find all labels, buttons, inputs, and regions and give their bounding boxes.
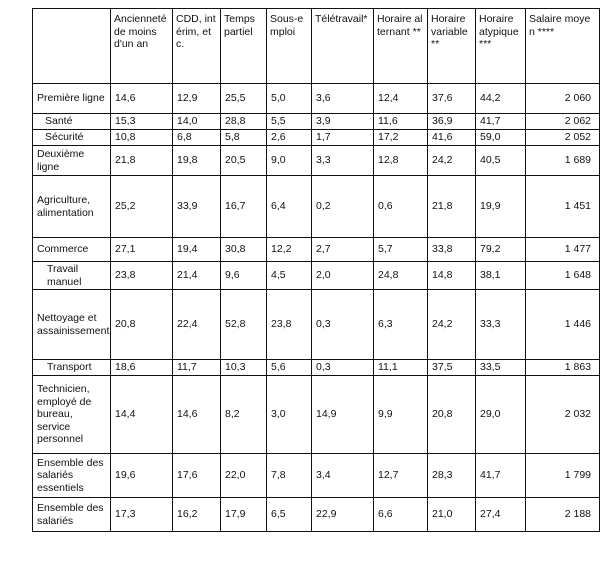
header-average-salary: Salaire moyen **** <box>526 9 600 84</box>
row-label: Travail manuel <box>33 262 111 290</box>
table-cell: 79,2 <box>476 238 526 262</box>
table-row <box>33 130 600 146</box>
table-cell: 2 062 <box>526 114 600 130</box>
header-telework: Télétravail* <box>312 9 374 84</box>
header-seniority: Ancienneté de moins d'un an <box>111 9 173 84</box>
table-cell: 27,4 <box>476 498 526 532</box>
table-cell: 29,0 <box>476 376 526 454</box>
table-cell: 2 052 <box>526 130 600 146</box>
table-cell: 14,4 <box>111 376 173 454</box>
table-cell: 22,4 <box>173 290 221 360</box>
table-cell: 5,0 <box>267 84 312 114</box>
header-row <box>33 9 600 84</box>
salaried-workers-table <box>32 8 600 532</box>
table-cell: 17,3 <box>111 498 173 532</box>
table-cell: 18,6 <box>111 360 173 376</box>
table-cell: 21,0 <box>428 498 476 532</box>
table-cell: 17,2 <box>374 130 428 146</box>
table-cell: 20,8 <box>111 290 173 360</box>
table-cell: 33,3 <box>476 290 526 360</box>
table-cell: 21,4 <box>173 262 221 290</box>
table-cell: 44,2 <box>476 84 526 114</box>
table-cell: 20,5 <box>221 146 267 176</box>
table-cell: 12,4 <box>374 84 428 114</box>
table-cell: 36,9 <box>428 114 476 130</box>
table-cell: 6,8 <box>173 130 221 146</box>
row-label: Nettoyage et assainissement <box>33 290 111 360</box>
table-cell: 5,6 <box>267 360 312 376</box>
row-label: Ensemble des salariés essentiels <box>33 454 111 498</box>
table-cell: 0,6 <box>374 176 428 238</box>
table-cell: 25,2 <box>111 176 173 238</box>
table-cell: 6,4 <box>267 176 312 238</box>
table-cell: 33,9 <box>173 176 221 238</box>
table-cell: 25,5 <box>221 84 267 114</box>
table-cell: 40,5 <box>476 146 526 176</box>
table-cell: 0,3 <box>312 290 374 360</box>
table-cell: 24,2 <box>428 146 476 176</box>
table-cell: 19,8 <box>173 146 221 176</box>
table-cell: 17,9 <box>221 498 267 532</box>
table-cell: 2,7 <box>312 238 374 262</box>
header-cell-empty <box>33 9 111 84</box>
table-cell: 2,6 <box>267 130 312 146</box>
table-cell: 14,0 <box>173 114 221 130</box>
table-cell: 10,8 <box>111 130 173 146</box>
table-row <box>33 454 600 498</box>
table-cell: 0,2 <box>312 176 374 238</box>
table-row <box>33 146 600 176</box>
table-cell: 23,8 <box>267 290 312 360</box>
table-cell: 3,0 <box>267 376 312 454</box>
table-cell: 33,8 <box>428 238 476 262</box>
table-cell: 33,5 <box>476 360 526 376</box>
table-row <box>33 176 600 238</box>
table-cell: 24,8 <box>374 262 428 290</box>
table-cell: 17,6 <box>173 454 221 498</box>
table-cell: 3,6 <box>312 84 374 114</box>
table-cell: 28,3 <box>428 454 476 498</box>
table-row <box>33 262 600 290</box>
table-cell: 10,3 <box>221 360 267 376</box>
table-cell: 1,7 <box>312 130 374 146</box>
table-cell: 8,2 <box>221 376 267 454</box>
table-cell: 2,0 <box>312 262 374 290</box>
row-label: Deuxième ligne <box>33 146 111 176</box>
table-cell: 12,8 <box>374 146 428 176</box>
header-part-time: Temps partiel <box>221 9 267 84</box>
table-cell: 2 188 <box>526 498 600 532</box>
header-underemployment: Sous-emploi <box>267 9 312 84</box>
table-cell: 1 446 <box>526 290 600 360</box>
table-cell: 41,6 <box>428 130 476 146</box>
table-cell: 11,6 <box>374 114 428 130</box>
table-cell: 16,2 <box>173 498 221 532</box>
table-cell: 22,9 <box>312 498 374 532</box>
table-cell: 14,9 <box>312 376 374 454</box>
table-cell: 3,3 <box>312 146 374 176</box>
table-cell: 23,8 <box>111 262 173 290</box>
table-cell: 19,6 <box>111 454 173 498</box>
table-row <box>33 114 600 130</box>
row-label: Sécurité <box>33 130 111 146</box>
table-cell: 1 799 <box>526 454 600 498</box>
table-cell: 59,0 <box>476 130 526 146</box>
table-cell: 5,7 <box>374 238 428 262</box>
table-cell: 11,1 <box>374 360 428 376</box>
table-cell: 3,9 <box>312 114 374 130</box>
table-cell: 19,9 <box>476 176 526 238</box>
table-cell: 24,2 <box>428 290 476 360</box>
table-cell: 6,5 <box>267 498 312 532</box>
table-cell: 41,7 <box>476 114 526 130</box>
table-cell: 12,2 <box>267 238 312 262</box>
table-cell: 1 648 <box>526 262 600 290</box>
header-variable-hours: Horaire variable ** <box>428 9 476 84</box>
table-cell: 12,7 <box>374 454 428 498</box>
table-cell: 21,8 <box>111 146 173 176</box>
table-row <box>33 84 600 114</box>
table-cell: 30,8 <box>221 238 267 262</box>
table-cell: 37,6 <box>428 84 476 114</box>
row-label: Première ligne <box>33 84 111 114</box>
table-cell: 6,3 <box>374 290 428 360</box>
table-cell: 22,0 <box>221 454 267 498</box>
table-cell: 14,8 <box>428 262 476 290</box>
table-cell: 9,0 <box>267 146 312 176</box>
table-cell: 20,8 <box>428 376 476 454</box>
table-cell: 41,7 <box>476 454 526 498</box>
table-cell: 7,8 <box>267 454 312 498</box>
header-contract: CDD, intérim, etc. <box>173 9 221 84</box>
table-cell: 16,7 <box>221 176 267 238</box>
table-row <box>33 360 600 376</box>
row-label: Ensemble des salariés <box>33 498 111 532</box>
table-cell: 5,5 <box>267 114 312 130</box>
table-row <box>33 498 600 532</box>
header-alternating-hours: Horaire alternant ** <box>374 9 428 84</box>
table-cell: 19,4 <box>173 238 221 262</box>
table-row <box>33 290 600 360</box>
table-cell: 1 863 <box>526 360 600 376</box>
table-cell: 4,5 <box>267 262 312 290</box>
row-label: Transport <box>33 360 111 376</box>
table-cell: 28,8 <box>221 114 267 130</box>
table-cell: 1 451 <box>526 176 600 238</box>
table-cell: 2 060 <box>526 84 600 114</box>
table-body <box>33 84 600 532</box>
row-label: Agriculture, alimentation <box>33 176 111 238</box>
row-label: Commerce <box>33 238 111 262</box>
header-atypical-hours: Horaire atypique *** <box>476 9 526 84</box>
table-cell: 15,3 <box>111 114 173 130</box>
table-cell: 5,8 <box>221 130 267 146</box>
table-cell: 27,1 <box>111 238 173 262</box>
table-cell: 12,9 <box>173 84 221 114</box>
table-cell: 0,3 <box>312 360 374 376</box>
table-cell: 21,8 <box>428 176 476 238</box>
table-row <box>33 238 600 262</box>
table-cell: 14,6 <box>111 84 173 114</box>
table-cell: 3,4 <box>312 454 374 498</box>
table-cell: 37,5 <box>428 360 476 376</box>
table-cell: 52,8 <box>221 290 267 360</box>
table-cell: 9,6 <box>221 262 267 290</box>
table-cell: 2 032 <box>526 376 600 454</box>
row-label: Santé <box>33 114 111 130</box>
table-row <box>33 376 600 454</box>
table-cell: 11,7 <box>173 360 221 376</box>
table-cell: 1 689 <box>526 146 600 176</box>
table-cell: 1 477 <box>526 238 600 262</box>
table-cell: 38,1 <box>476 262 526 290</box>
table-cell: 9,9 <box>374 376 428 454</box>
table-cell: 14,6 <box>173 376 221 454</box>
table-cell: 6,6 <box>374 498 428 532</box>
row-label: Technicien, employé de bureau, service personnel <box>33 376 111 454</box>
